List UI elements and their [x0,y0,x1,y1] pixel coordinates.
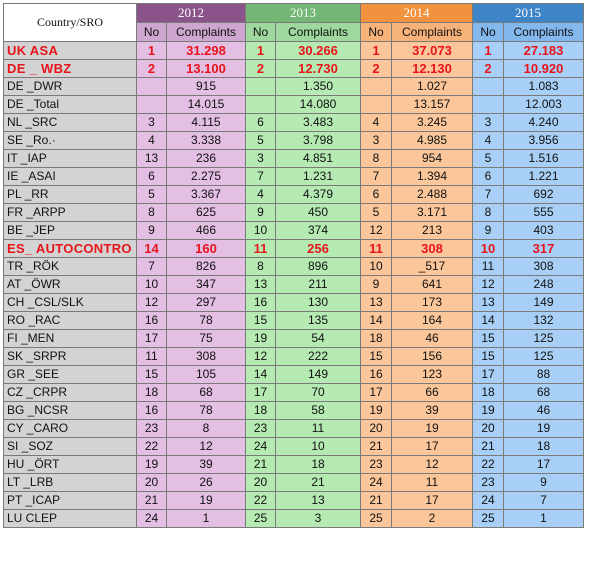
rank-cell: 5 [473,150,504,168]
rank-cell: 2 [473,60,504,78]
complaints-cell: 1.027 [392,78,473,96]
country-cell: LU CLEP [4,510,137,528]
country-cell: BG _NCSR [4,402,137,420]
complaints-cell: 347 [167,276,246,294]
rank-cell: 15 [246,312,276,330]
country-cell: UK ASA [4,42,137,60]
rank-cell: 14 [137,240,167,258]
rank-cell: 16 [137,402,167,420]
rank-cell: 8 [473,204,504,222]
complaints-cell: 4.240 [504,114,584,132]
year-header-row [4,4,584,23]
complaints-cell: 1.516 [504,150,584,168]
country-cell: CZ _CRPR [4,384,137,402]
complaints-header: Complaints [392,23,473,42]
table-row [4,492,584,510]
complaints-cell: 17 [392,438,473,456]
rank-cell: 18 [137,384,167,402]
complaints-cell: 11 [392,474,473,492]
table-row [4,384,584,402]
rank-cell: 6 [473,168,504,186]
rank-cell: 15 [361,348,392,366]
complaints-cell: 915 [167,78,246,96]
complaints-cell: 954 [392,150,473,168]
rank-cell: 24 [473,492,504,510]
no-header: No [137,23,167,42]
rank-cell: 23 [473,474,504,492]
rank-cell: 3 [137,114,167,132]
rank-cell: 20 [246,474,276,492]
rank-cell: 10 [473,240,504,258]
country-cell: PL _RR [4,186,137,204]
country-cell: GR _SEE [4,366,137,384]
complaints-cell: 125 [504,348,584,366]
complaints-cell: 9 [504,474,584,492]
rank-cell: 18 [473,384,504,402]
table-row [4,204,584,222]
complaints-cell: 555 [504,204,584,222]
complaints-cell: 248 [504,276,584,294]
complaints-header: Complaints [504,23,584,42]
complaints-cell: 1 [167,510,246,528]
complaints-cell: 2.275 [167,168,246,186]
rank-cell: 7 [137,258,167,276]
complaints-cell: 130 [276,294,361,312]
complaints-cell: 39 [167,456,246,474]
country-cell: CY _CARO [4,420,137,438]
rank-cell: 3 [246,150,276,168]
complaints-cell: 4.379 [276,186,361,204]
complaints-cell: 1.350 [276,78,361,96]
complaints-cell: 12 [392,456,473,474]
table-row [4,510,584,528]
rank-cell: 17 [246,384,276,402]
rank-cell: 6 [137,168,167,186]
rank-cell [137,96,167,114]
table-row [4,312,584,330]
rank-cell: 8 [361,150,392,168]
complaints-cell: 135 [276,312,361,330]
complaints-cell: 26 [167,474,246,492]
rank-cell: 15 [473,348,504,366]
rank-cell: 3 [473,114,504,132]
complaints-cell: 896 [276,258,361,276]
rank-cell [137,78,167,96]
rank-cell: 20 [473,420,504,438]
rank-cell: 22 [473,456,504,474]
year-header-2014: 2014 [361,4,473,23]
complaints-cell: 10 [276,438,361,456]
table-row [4,438,584,456]
country-cell: SE _Ro.· [4,132,137,150]
complaints-cell: 58 [276,402,361,420]
table-row [4,240,584,258]
complaints-cell: 2.488 [392,186,473,204]
complaints-cell: 164 [392,312,473,330]
complaints-cell: 308 [167,348,246,366]
rank-cell: 21 [473,438,504,456]
complaints-cell: 149 [276,366,361,384]
complaints-cell: 213 [392,222,473,240]
rank-cell: 10 [137,276,167,294]
complaints-cell: 4.115 [167,114,246,132]
complaints-cell: 31.298 [167,42,246,60]
table-row [4,366,584,384]
complaints-cell: 692 [504,186,584,204]
complaints-cell: 374 [276,222,361,240]
rank-cell: 16 [361,366,392,384]
country-cell: PT _ICAP [4,492,137,510]
rank-cell: 16 [137,312,167,330]
complaints-cell: 3 [276,510,361,528]
table-row [4,402,584,420]
table-row [4,150,584,168]
rank-cell: 9 [361,276,392,294]
complaints-cell: 17 [392,492,473,510]
rank-cell: 21 [137,492,167,510]
complaints-cell: 3.367 [167,186,246,204]
country-cell: HU _ÖRT [4,456,137,474]
table-row [4,348,584,366]
rank-cell: 14 [361,312,392,330]
complaints-cell: 466 [167,222,246,240]
complaints-cell: 3.338 [167,132,246,150]
country-cell: TR _RÖK [4,258,137,276]
complaints-cell: 19 [167,492,246,510]
complaints-cell: 12 [167,438,246,456]
rank-cell: 12 [137,294,167,312]
complaints-cell: 160 [167,240,246,258]
complaints-cell: 403 [504,222,584,240]
complaints-cell: 10.920 [504,60,584,78]
country-sro-header: Country/SRO [4,4,137,42]
rank-cell: 4 [246,186,276,204]
complaints-cell: 297 [167,294,246,312]
rank-cell: 23 [361,456,392,474]
complaints-cell: 1 [504,510,584,528]
rank-cell: 17 [137,330,167,348]
complaints-cell: 236 [167,150,246,168]
table-body [4,42,584,528]
complaints-table [3,3,584,528]
rank-cell: 4 [473,132,504,150]
rank-cell: 25 [473,510,504,528]
complaints-cell: 13 [276,492,361,510]
complaints-cell: 37.073 [392,42,473,60]
complaints-cell: 12.730 [276,60,361,78]
year-header-2015: 2015 [473,4,584,23]
complaints-cell: 12.003 [504,96,584,114]
rank-cell: 10 [361,258,392,276]
complaints-cell: 12.130 [392,60,473,78]
complaints-cell: 18 [504,438,584,456]
rank-cell: 7 [361,168,392,186]
rank-cell: 9 [137,222,167,240]
country-cell: DE _Total [4,96,137,114]
rank-cell: 24 [246,438,276,456]
country-cell: FI _MEN [4,330,137,348]
country-cell: NL _SRC [4,114,137,132]
rank-cell: 13 [473,294,504,312]
table-row [4,114,584,132]
complaints-cell: 156 [392,348,473,366]
rank-cell: 6 [361,186,392,204]
complaints-cell: 1.394 [392,168,473,186]
complaints-header: Complaints [276,23,361,42]
complaints-cell: 54 [276,330,361,348]
complaints-cell: 308 [392,240,473,258]
rank-cell: 11 [361,240,392,258]
rank-cell: 16 [246,294,276,312]
complaints-cell: 308 [504,258,584,276]
rank-cell: 3 [361,132,392,150]
rank-cell: 25 [246,510,276,528]
complaints-cell: 14.080 [276,96,361,114]
complaints-cell: 105 [167,366,246,384]
rank-cell: 18 [361,330,392,348]
rank-cell: 12 [246,348,276,366]
complaints-cell: 68 [504,384,584,402]
no-header: No [473,23,504,42]
table-row [4,168,584,186]
complaints-cell: 1.083 [504,78,584,96]
rank-cell: 2 [137,60,167,78]
complaints-cell: 625 [167,204,246,222]
rank-cell: 19 [473,402,504,420]
rank-cell: 7 [246,168,276,186]
complaints-cell: 70 [276,384,361,402]
rank-cell [246,96,276,114]
table-row [4,186,584,204]
complaints-cell: 3.171 [392,204,473,222]
complaints-cell: 14.015 [167,96,246,114]
table-row [4,420,584,438]
rank-cell: 25 [361,510,392,528]
rank-cell [473,78,504,96]
rank-cell: 11 [137,348,167,366]
rank-cell: 6 [246,114,276,132]
rank-cell: 2 [246,60,276,78]
complaints-cell: 173 [392,294,473,312]
table-row [4,294,584,312]
rank-cell [361,96,392,114]
complaints-cell: 3.956 [504,132,584,150]
table-row [4,456,584,474]
rank-cell: 20 [361,420,392,438]
table-row [4,132,584,150]
rank-cell: 10 [246,222,276,240]
no-header: No [246,23,276,42]
complaints-cell: 149 [504,294,584,312]
rank-cell: 1 [361,42,392,60]
table-row [4,222,584,240]
rank-cell: 8 [246,258,276,276]
complaints-cell: 826 [167,258,246,276]
rank-cell: 23 [137,420,167,438]
rank-cell: 1 [246,42,276,60]
complaints-cell: 30.266 [276,42,361,60]
table-row [4,78,584,96]
complaints-cell: 317 [504,240,584,258]
rank-cell: 17 [473,366,504,384]
country-cell: AT _ÖWR [4,276,137,294]
country-cell: FR _ARPP [4,204,137,222]
complaints-cell: 7 [504,492,584,510]
country-cell: ES_ AUTOCONTRO [4,240,137,258]
complaints-cell: 4.851 [276,150,361,168]
complaints-cell: 39 [392,402,473,420]
rank-cell: 1 [137,42,167,60]
rank-cell: 19 [137,456,167,474]
rank-cell: 9 [473,222,504,240]
complaints-cell: 18 [276,456,361,474]
table-row [4,258,584,276]
complaints-cell: 450 [276,204,361,222]
rank-cell: 23 [246,420,276,438]
country-cell: BE _JEP [4,222,137,240]
rank-cell: 21 [361,492,392,510]
rank-cell: 11 [473,258,504,276]
country-cell: LT _LRB [4,474,137,492]
no-header: No [361,23,392,42]
rank-cell: 13 [361,294,392,312]
table-row [4,276,584,294]
rank-cell: 22 [246,492,276,510]
complaints-cell: 1.231 [276,168,361,186]
rank-cell: 17 [361,384,392,402]
complaints-cell: 88 [504,366,584,384]
complaints-cell: 4.985 [392,132,473,150]
rank-cell: 13 [137,150,167,168]
rank-cell: 21 [361,438,392,456]
complaints-cell: 78 [167,312,246,330]
country-cell: DE _DWR [4,78,137,96]
complaints-cell: 3.483 [276,114,361,132]
year-header-2013: 2013 [246,4,361,23]
rank-cell: 19 [246,330,276,348]
complaints-cell: 21 [276,474,361,492]
complaints-cell: 2 [392,510,473,528]
complaints-cell: 8 [167,420,246,438]
complaints-cell: _517 [392,258,473,276]
complaints-cell: 123 [392,366,473,384]
complaints-cell: 132 [504,312,584,330]
rank-cell: 4 [361,114,392,132]
rank-cell [246,78,276,96]
complaints-cell: 1.221 [504,168,584,186]
rank-cell: 22 [137,438,167,456]
complaints-cell: 11 [276,420,361,438]
complaints-cell: 27.183 [504,42,584,60]
table-row [4,42,584,60]
table-row [4,330,584,348]
rank-cell: 19 [361,402,392,420]
rank-cell: 24 [137,510,167,528]
complaints-cell: 256 [276,240,361,258]
complaints-cell: 3.798 [276,132,361,150]
complaints-header: Complaints [167,23,246,42]
table-row [4,474,584,492]
complaints-cell: 13.100 [167,60,246,78]
complaints-cell: 75 [167,330,246,348]
complaints-cell: 68 [167,384,246,402]
rank-cell: 14 [246,366,276,384]
country-cell: IT _IAP [4,150,137,168]
complaints-cell: 46 [392,330,473,348]
rank-cell: 24 [361,474,392,492]
country-cell: IE _ASAI [4,168,137,186]
rank-cell: 5 [361,204,392,222]
rank-cell: 12 [473,276,504,294]
complaints-cell: 78 [167,402,246,420]
complaints-cell: 17 [504,456,584,474]
complaints-cell: 222 [276,348,361,366]
rank-cell [361,78,392,96]
complaints-cell: 19 [392,420,473,438]
rank-cell: 7 [473,186,504,204]
rank-cell: 1 [473,42,504,60]
complaints-cell: 125 [504,330,584,348]
complaints-cell: 19 [504,420,584,438]
rank-cell: 11 [246,240,276,258]
rank-cell: 2 [361,60,392,78]
rank-cell: 14 [473,312,504,330]
complaints-cell: 66 [392,384,473,402]
complaints-cell: 46 [504,402,584,420]
rank-cell: 8 [137,204,167,222]
rank-cell: 21 [246,456,276,474]
rank-cell: 13 [246,276,276,294]
rank-cell [473,96,504,114]
rank-cell: 15 [137,366,167,384]
rank-cell: 9 [246,204,276,222]
rank-cell: 12 [361,222,392,240]
complaints-cell: 13.157 [392,96,473,114]
country-cell: SK _SRPR [4,348,137,366]
table-row [4,60,584,78]
country-cell: DE _ WBZ [4,60,137,78]
country-cell: RO _RAC [4,312,137,330]
rank-cell: 5 [137,186,167,204]
complaints-cell: 3.245 [392,114,473,132]
country-cell: SI _SOZ [4,438,137,456]
rank-cell: 15 [473,330,504,348]
rank-cell: 18 [246,402,276,420]
rank-cell: 5 [246,132,276,150]
year-header-2012: 2012 [137,4,246,23]
rank-cell: 20 [137,474,167,492]
complaints-cell: 641 [392,276,473,294]
complaints-cell: 211 [276,276,361,294]
table-row [4,96,584,114]
rank-cell: 4 [137,132,167,150]
country-cell: CH _CSL/SLK [4,294,137,312]
